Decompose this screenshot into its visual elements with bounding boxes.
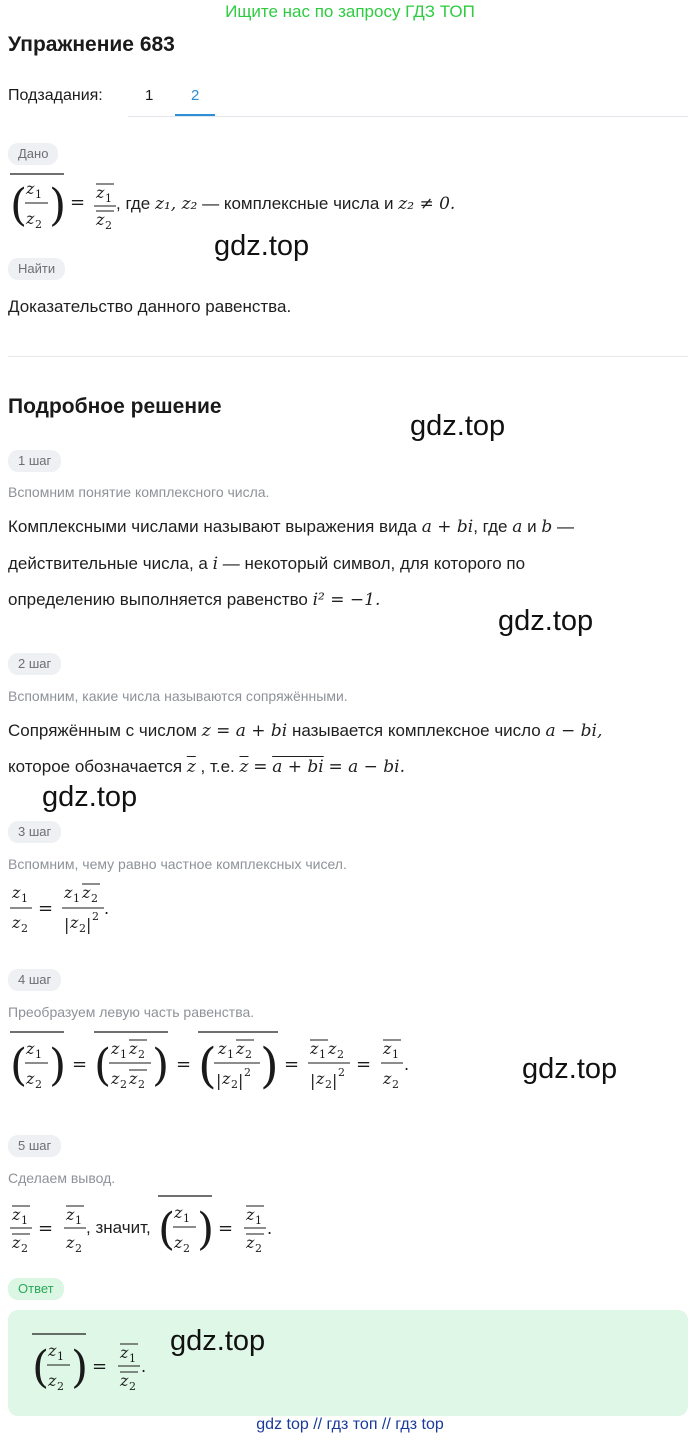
svg-text:2: 2 — [129, 1380, 136, 1393]
svg-text:2: 2 — [245, 1048, 252, 1061]
svg-text:z: z — [120, 1343, 129, 1362]
svg-text:z: z — [48, 1371, 57, 1390]
step-1-var-a: a — [512, 517, 523, 537]
svg-text:1: 1 — [57, 1350, 64, 1363]
svg-text:=: = — [218, 1218, 234, 1239]
svg-text:(: ( — [10, 1040, 28, 1091]
svg-text:z: z — [218, 1039, 227, 1058]
svg-text:=: = — [356, 1054, 372, 1075]
given-condition: z₂ ≠ 0. — [398, 194, 456, 214]
step-5-badge: 5 шаг — [8, 1135, 61, 1157]
svg-text:2: 2 — [79, 922, 86, 935]
svg-text:1: 1 — [319, 1048, 326, 1061]
solution-title: Подробное решение — [8, 395, 222, 418]
svg-text:1: 1 — [75, 1214, 82, 1227]
svg-text:1: 1 — [21, 1214, 28, 1227]
step-3-hint: Вспомним, чему равно частное комплексных чисел. — [8, 856, 347, 872]
svg-text:2: 2 — [120, 1078, 127, 1091]
svg-text:1: 1 — [183, 1212, 190, 1225]
svg-text:z: z — [26, 179, 35, 198]
svg-text:2: 2 — [244, 1066, 251, 1079]
svg-text:|: | — [332, 1071, 338, 1090]
svg-text:z: z — [70, 913, 79, 932]
answer-badge: Ответ — [8, 1278, 64, 1300]
svg-text:2: 2 — [255, 1242, 262, 1255]
step-2-zbar-2: $\overline{z}$ — [239, 757, 249, 777]
watermark: gdz.top — [410, 410, 506, 442]
svg-text:z: z — [26, 1069, 35, 1088]
svg-text:|: | — [86, 915, 92, 934]
step-1-hint: Вспомним понятие комплексного числа. — [8, 484, 270, 500]
step-2-badge: 2 шаг — [8, 653, 61, 675]
svg-text:2: 2 — [138, 1048, 145, 1061]
step-2-line-1b: называется комплексное число — [291, 721, 541, 740]
svg-text:|: | — [216, 1071, 222, 1090]
svg-text:|: | — [64, 915, 70, 934]
svg-text:2: 2 — [325, 1078, 332, 1091]
step-2-math-1: z = a + bi — [201, 721, 288, 741]
step-2-eq: = — [253, 757, 268, 777]
svg-text:): ) — [49, 1040, 67, 1091]
svg-text:.: . — [404, 1055, 410, 1074]
step-4-formula — [8, 1028, 418, 1104]
svg-text:1: 1 — [105, 192, 112, 205]
subtask-tab-1[interactable]: 1 — [145, 87, 154, 104]
svg-text:.: . — [141, 1357, 147, 1376]
svg-text:(: ( — [198, 1038, 217, 1094]
svg-text:=: = — [38, 898, 54, 919]
watermark: gdz.top — [42, 781, 138, 813]
given-vars: z₁, z₂ — [155, 194, 198, 214]
step-1-line-2b: — некоторый символ, для которого по — [222, 554, 526, 573]
svg-text:): ) — [71, 1342, 89, 1393]
promo-banner[interactable]: Ищите нас по запросу ГДЗ ТОП — [225, 2, 475, 21]
step-1-line-2: действительные числа, а — [8, 554, 208, 573]
svg-text:z: z — [64, 883, 73, 902]
step-1-dash: — — [556, 517, 574, 536]
watermark: gdz.top — [214, 230, 310, 262]
svg-text:1: 1 — [392, 1048, 399, 1061]
watermark: gdz.top — [498, 605, 594, 637]
step-2-hint: Вспомним, какие числа называются сопряжёнными. — [8, 688, 348, 704]
subtasks-label: Подзадания: — [8, 87, 103, 104]
step-5-hint: Сделаем вывод. — [8, 1170, 116, 1186]
svg-text:z: z — [12, 1233, 21, 1252]
step-5-formula-1 — [8, 1196, 88, 1256]
svg-text:z: z — [383, 1039, 392, 1058]
footer-links[interactable]: gdz top // гдз топ // гдз top — [256, 1416, 444, 1433]
svg-text:=: = — [176, 1054, 192, 1075]
svg-text:z: z — [120, 1371, 129, 1390]
step-3-badge: 3 шаг — [8, 821, 61, 843]
svg-text:z: z — [111, 1069, 120, 1088]
svg-text:): ) — [197, 1204, 215, 1255]
step-1-line-3-math: i² = −1. — [312, 590, 381, 610]
svg-text:1: 1 — [35, 1048, 42, 1061]
svg-text:): ) — [260, 1038, 279, 1094]
svg-text:z: z — [26, 1039, 35, 1058]
svg-text:2: 2 — [91, 892, 98, 905]
svg-text:z: z — [82, 883, 91, 902]
svg-text:2: 2 — [35, 218, 42, 231]
svg-text:2: 2 — [338, 1066, 345, 1079]
given-text-2: — комплексные числа и — [202, 194, 394, 213]
svg-text:2: 2 — [75, 1242, 82, 1255]
svg-text:z: z — [12, 1205, 21, 1224]
svg-text:2: 2 — [183, 1242, 190, 1255]
svg-text:z: z — [328, 1039, 337, 1058]
svg-text:2: 2 — [392, 1078, 399, 1091]
svg-text:.: . — [104, 899, 110, 918]
svg-text:|: | — [310, 1071, 316, 1090]
svg-text:z: z — [383, 1069, 392, 1088]
subtask-tab-2[interactable]: 2 — [191, 87, 200, 104]
answer-formula — [30, 1330, 150, 1396]
step-2-line-2: которое обозначается — [8, 757, 183, 776]
svg-text:z: z — [111, 1039, 120, 1058]
watermark: gdz.top — [522, 1053, 618, 1085]
step-1-and: и — [527, 517, 537, 536]
svg-text:1: 1 — [120, 1048, 127, 1061]
svg-text:.: . — [267, 1219, 273, 1238]
svg-text:z: z — [96, 210, 105, 229]
svg-text:2: 2 — [21, 1242, 28, 1255]
step-4-hint: Преобразуем левую часть равенства. — [8, 1004, 255, 1020]
svg-text:=: = — [38, 1218, 54, 1239]
svg-text:2: 2 — [105, 219, 112, 232]
svg-text:1: 1 — [35, 188, 42, 201]
step-2-te: , т.е. — [200, 757, 235, 776]
step-2-conj: a + bi — [272, 757, 324, 777]
step-3-formula — [8, 876, 118, 940]
svg-text:1: 1 — [255, 1214, 262, 1227]
tab-divider — [128, 116, 688, 117]
svg-text:(: ( — [32, 1342, 50, 1393]
svg-text:z: z — [246, 1233, 255, 1252]
svg-text:z: z — [129, 1039, 138, 1058]
tab-active-indicator — [175, 114, 215, 116]
svg-text:z: z — [26, 209, 35, 228]
svg-text:z: z — [222, 1069, 231, 1088]
svg-text:2: 2 — [35, 1078, 42, 1091]
svg-text:z: z — [174, 1233, 183, 1252]
step-1-var-i: i — [212, 554, 219, 574]
svg-text:z: z — [310, 1039, 319, 1058]
given-badge: Дано — [8, 143, 58, 165]
svg-text:2: 2 — [337, 1048, 344, 1061]
svg-text:2: 2 — [92, 910, 99, 923]
svg-text:2: 2 — [138, 1078, 145, 1091]
svg-text:1: 1 — [227, 1048, 234, 1061]
svg-text:=: = — [70, 192, 86, 213]
step-1-line-1: Комплексными числами называют выражения вида — [8, 517, 417, 536]
svg-text:z: z — [236, 1039, 245, 1058]
given-text-1: , где — [116, 194, 151, 213]
step-1-text: , где — [473, 517, 508, 536]
step-5-formula-2 — [156, 1192, 276, 1258]
page-title: Упражнение 683 — [8, 33, 175, 56]
svg-text:=: = — [284, 1054, 300, 1075]
svg-text:): ) — [49, 180, 67, 231]
step-2-line-1: Сопряжённым с числом — [8, 721, 197, 740]
watermark: gdz.top — [170, 1325, 266, 1357]
svg-text:1: 1 — [73, 892, 80, 905]
svg-text:z: z — [129, 1069, 138, 1088]
find-badge: Найти — [8, 258, 65, 280]
svg-text:z: z — [246, 1205, 255, 1224]
step-1-line-3: определению выполняется равенство — [8, 590, 308, 609]
svg-text:z: z — [174, 1203, 183, 1222]
svg-text:(: ( — [158, 1204, 176, 1255]
svg-text:2: 2 — [231, 1078, 238, 1091]
svg-text:(: ( — [10, 180, 28, 231]
step-2-end: = a − bi. — [328, 757, 405, 777]
svg-text:z: z — [316, 1069, 325, 1088]
svg-text:z: z — [12, 883, 21, 902]
svg-text:z: z — [48, 1341, 57, 1360]
svg-text:): ) — [152, 1040, 170, 1091]
step-2-zbar: $\overline{z}$ — [186, 757, 196, 777]
section-divider — [8, 356, 688, 357]
svg-text:|: | — [238, 1071, 244, 1090]
step-1-var-b: b — [541, 517, 553, 537]
svg-text:z: z — [66, 1233, 75, 1252]
given-formula — [8, 170, 120, 236]
svg-text:2: 2 — [57, 1380, 64, 1393]
step-4-badge: 4 шаг — [8, 969, 61, 991]
svg-text:1: 1 — [21, 892, 28, 905]
svg-text:=: = — [92, 1356, 108, 1377]
step-5-text: , значит, — [86, 1218, 151, 1237]
find-text: Доказательство данного равенства. — [8, 297, 292, 316]
svg-text:z: z — [96, 183, 105, 202]
svg-text:z: z — [66, 1205, 75, 1224]
step-2-math-2: a − bi, — [545, 721, 603, 741]
svg-text:z: z — [12, 913, 21, 932]
step-1-math: a + bi — [421, 517, 474, 537]
svg-text:=: = — [72, 1054, 88, 1075]
step-1-badge: 1 шаг — [8, 450, 61, 472]
svg-text:1: 1 — [129, 1352, 136, 1365]
svg-text:2: 2 — [21, 922, 28, 935]
svg-text:(: ( — [94, 1040, 112, 1091]
